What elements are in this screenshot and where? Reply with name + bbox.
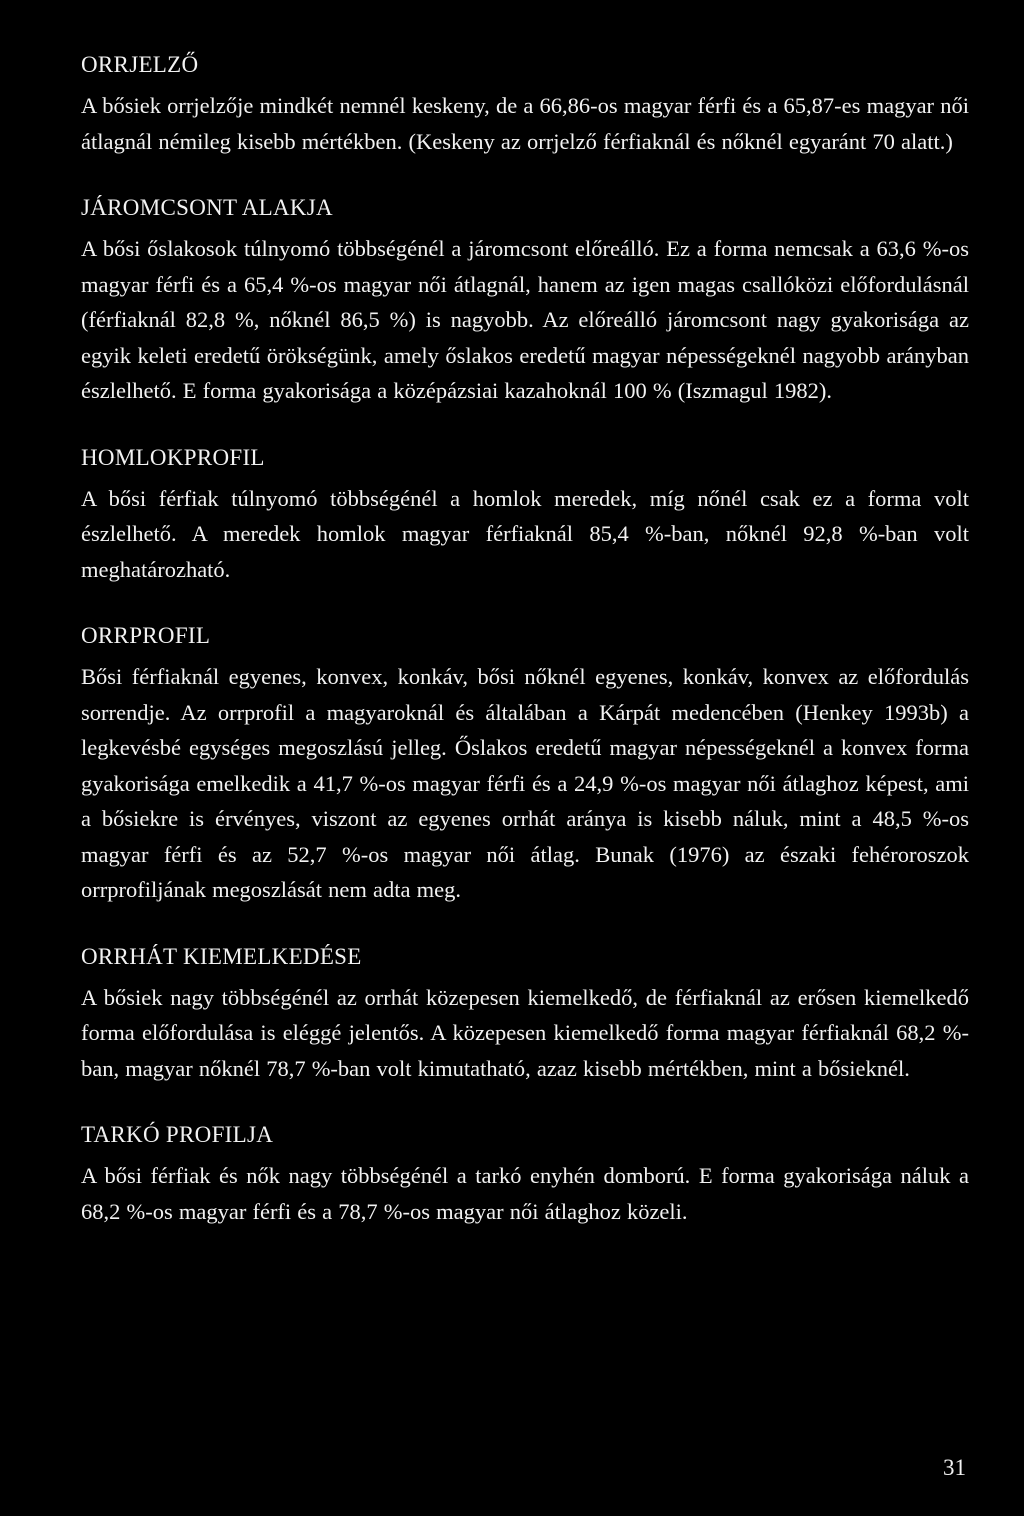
section-orrprofil: [81, 621, 969, 908]
section-jaromcsont-alakja: [81, 193, 969, 409]
section-homlokprofil: [81, 443, 969, 588]
section-heading: TARKÓ PROFILJA: [81, 1122, 274, 1147]
section-orrjelzo: [81, 50, 969, 159]
section-paragraph: A bősi őslakosok túlnyomó többségénél a járomcsont előreálló. Ez a forma nemcsak a 63,6 %-os magyar férfi és a 65,4 %-os magyar női átlagnál, hanem az igen magas csallóközi előfordulásnál (férfiaknál 82,8 %, nőknél 86,5 %) is nagyobb. Az előreálló járomcsont nagy gyakorisága az egyik keleti eredetű örökségünk, amely őslakos eredetű magyar népességeknél nagyobb arányban észlelhető. E forma gyakorisága a középázsiai kazahoknál 100 % (Iszmagul 1982).: [81, 236, 969, 403]
section-heading: JÁROMCSONT ALAKJA: [81, 195, 333, 220]
section-paragraph: Bősi férfiaknál egyenes, konvex, konkáv, bősi nőknél egyenes, konkáv, konvex az előfordulás sorrendje. Az orrprofil a magyaroknál és általában a Kárpát medencében (Henkey 1993b) a legkevésbé egységes megoszlású jelleg. Őslakos eredetű magyar népességeknél a konvex forma gyakorisága emelkedik a 41,7 %-os magyar férfi és a 24,9 %-os magyar női átlaghoz képest, ami a bősiekre is érvényes, viszont az egyenes orrhát aránya is kisebb náluk, mint a 48,5 %-os magyar férfi és az 52,7 %-os magyar női átlag. Bunak (1976) az északi fehéroroszok orrprofiljának megoszlását nem adta meg.: [81, 664, 969, 902]
section-heading: ORRHÁT KIEMELKEDÉSE: [81, 943, 362, 969]
section-heading: ORRPROFIL: [81, 623, 211, 648]
section-paragraph: A bősi férfiak túlnyomó többségénél a homlok meredek, míg nőnél csak ez a forma volt észlelhető. A meredek homlok magyar férfiaknál 85,4 %-ban, nőknél 92,8 %-ban volt meghatározható.: [81, 485, 969, 582]
section-heading: HOMLOKPROFIL: [81, 444, 265, 470]
section-tarko-profilja: [81, 1120, 969, 1229]
page-body: [81, 50, 969, 1229]
section-orrhat-kiemelkedese: [81, 942, 969, 1087]
section-paragraph: A bősiek nagy többségénél az orrhát közepesen kiemelkedő, de férfiaknál az erősen kiemelkedő forma előfordulása is eléggé jelentős. A közepesen kiemelkedő forma magyar férfiaknál 68,2 %-ban, magyar nőknél 78,7 %-ban volt kimutatható, azaz kisebb mértékben, mint a bősieknél.: [81, 984, 969, 1081]
section-heading: ORRJELZŐ: [81, 52, 199, 77]
page-number: 31: [943, 1455, 966, 1480]
section-paragraph: A bősiek orrjelzője mindkét nemnél keskeny, de a 66,86-os magyar férfi és a 65,87-es magyar női átlagnál némileg kisebb mértékben. (Keskeny az orrjelző férfiaknál és nőknél egyaránt 70 alatt.): [81, 93, 969, 154]
section-paragraph: A bősi férfiak és nők nagy többségénél a tarkó enyhén domború. E forma gyakorisága náluk a 68,2 %-os magyar férfi és a 78,7 %-os magyar női átlaghoz közeli.: [81, 1163, 969, 1224]
